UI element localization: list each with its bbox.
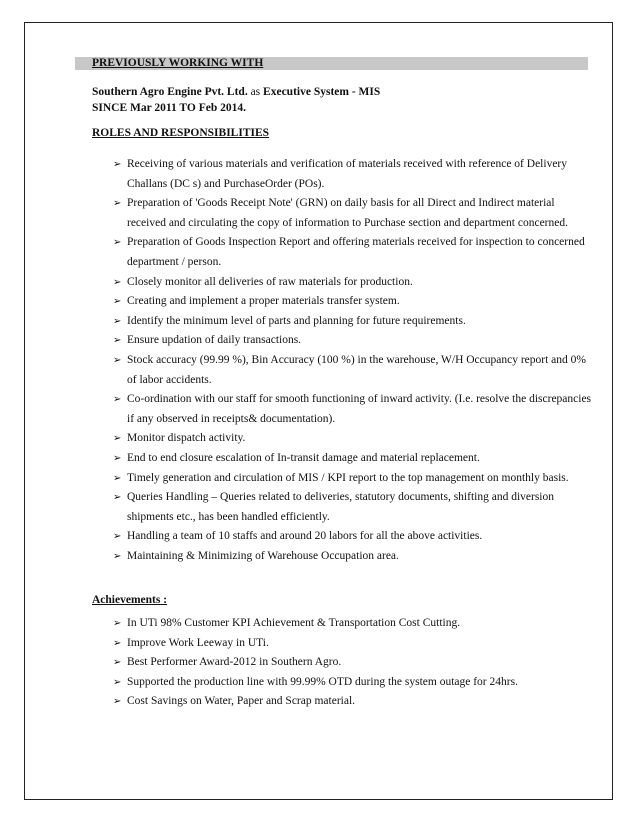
arrowhead-bullet-icon: ➢	[113, 335, 122, 347]
arrowhead-bullet-icon: ➢	[113, 433, 122, 445]
list-item-text: Supported the production line with 99.99% OTD during the system outage for 24hrs.	[127, 675, 518, 688]
company-line	[92, 84, 380, 100]
arrowhead-bullet-icon: ➢	[113, 637, 122, 649]
list-item	[92, 547, 592, 567]
section-title: PREVIOUSLY WORKING WITH	[92, 57, 264, 69]
list-item	[92, 155, 592, 194]
list-item-text: Handling a team of 10 staffs and around 20 labors for all the above activities.	[127, 530, 483, 543]
list-item-text: In UTi 98% Customer KPI Achievement & Transportation Cost Cutting.	[127, 617, 461, 629]
job-role: Executive System - MIS	[263, 86, 381, 98]
list-item-text: Ensure updation of daily transactions.	[127, 334, 302, 347]
arrowhead-bullet-icon: ➢	[113, 354, 122, 366]
list-item-text: Co-ordination with our staff for smooth functioning of inward activity. (I.e. resolve the discrepancies if any observed in receipts& documentation).	[127, 393, 592, 425]
achievements-list	[92, 614, 592, 712]
list-item-text: Cost Savings on Water, Paper and Scrap material.	[127, 695, 356, 708]
list-item-text: Monitor dispatch activity.	[127, 432, 246, 445]
list-item	[92, 194, 592, 233]
list-item-text: Stock accuracy (99.99 %), Bin Accuracy (100 %) in the warehouse, W/H Occupancy report and 0% of labor accidents.	[127, 353, 586, 386]
arrowhead-bullet-icon: ➢	[113, 618, 122, 629]
arrowhead-bullet-icon: ➢	[113, 531, 122, 543]
list-item	[92, 429, 592, 449]
arrowhead-bullet-icon: ➢	[113, 237, 122, 249]
arrowhead-bullet-icon: ➢	[113, 159, 122, 170]
list-item-text: Identify the minimum level of parts and planning for future requirements.	[127, 314, 466, 327]
list-item-text: Closely monitor all deliveries of raw materials for production.	[127, 275, 413, 288]
list-item	[92, 692, 592, 712]
arrowhead-bullet-icon: ➢	[113, 696, 122, 708]
list-item-text: Creating and implement a proper materials transfer system.	[127, 295, 400, 308]
list-item	[92, 312, 592, 332]
list-item-text: Improve Work Leeway in UTi.	[127, 636, 269, 649]
company-block	[92, 84, 380, 116]
arrowhead-bullet-icon: ➢	[113, 452, 122, 464]
arrowhead-bullet-icon: ➢	[113, 315, 122, 327]
list-item-text: Maintaining & Minimizing of Warehouse Occupation area.	[127, 549, 399, 562]
list-item	[92, 331, 592, 351]
list-item-text: Receiving of various materials and verification of materials received with reference of Delivery Challans (DC s) and PurchaseOrder (POs).	[127, 158, 567, 190]
list-item	[92, 449, 592, 469]
list-item	[92, 273, 592, 293]
arrowhead-bullet-icon: ➢	[113, 657, 122, 669]
list-item	[92, 469, 592, 489]
arrowhead-bullet-icon: ➢	[113, 472, 122, 484]
roles-list	[92, 155, 592, 566]
roles-heading: ROLES AND RESPONSIBILITIES	[92, 127, 270, 139]
arrowhead-bullet-icon: ➢	[113, 276, 122, 288]
achievements-heading: Achievements :	[92, 594, 168, 606]
list-item-text: Best Performer Award-2012 in Southern Agro.	[127, 656, 342, 669]
list-item-text: Preparation of Goods Inspection Report and offering materials received for inspection to concerned department / person.	[127, 236, 585, 268]
arrowhead-bullet-icon: ➢	[113, 550, 122, 562]
arrowhead-bullet-icon: ➢	[113, 198, 122, 210]
arrowhead-bullet-icon: ➢	[113, 676, 122, 688]
list-item-text: Preparation of 'Goods Receipt Note' (GRN) on daily basis for all Direct and Indirect material received and circulating the copy of information to Purchase section and department concerned.	[127, 197, 568, 229]
list-item	[92, 634, 592, 654]
list-item-text: Queries Handling – Queries related to deliveries, statutory documents, shifting and diversion shipments etc., has been handled efficiently.	[127, 491, 554, 523]
list-item-text: End to end closure escalation of In-transit damage and material replacement.	[127, 451, 480, 464]
list-item-text: Timely generation and circulation of MIS / KPI report to the top management on monthly basis.	[127, 471, 569, 484]
arrowhead-bullet-icon: ➢	[113, 296, 122, 308]
arrowhead-bullet-icon: ➢	[113, 492, 122, 504]
employment-period: SINCE Mar 2011 TO Feb 2014.	[92, 102, 246, 114]
arrowhead-bullet-icon: ➢	[113, 394, 122, 406]
list-item	[92, 488, 592, 527]
list-item	[92, 390, 592, 429]
list-item	[92, 351, 592, 390]
list-item	[92, 614, 592, 634]
list-item	[92, 673, 592, 693]
role-prefix: as	[250, 86, 261, 98]
list-item	[92, 527, 592, 547]
company-name: Southern Agro Engine Pvt. Ltd.	[92, 86, 248, 98]
list-item	[92, 292, 592, 312]
list-item	[92, 653, 592, 673]
list-item	[92, 233, 592, 272]
